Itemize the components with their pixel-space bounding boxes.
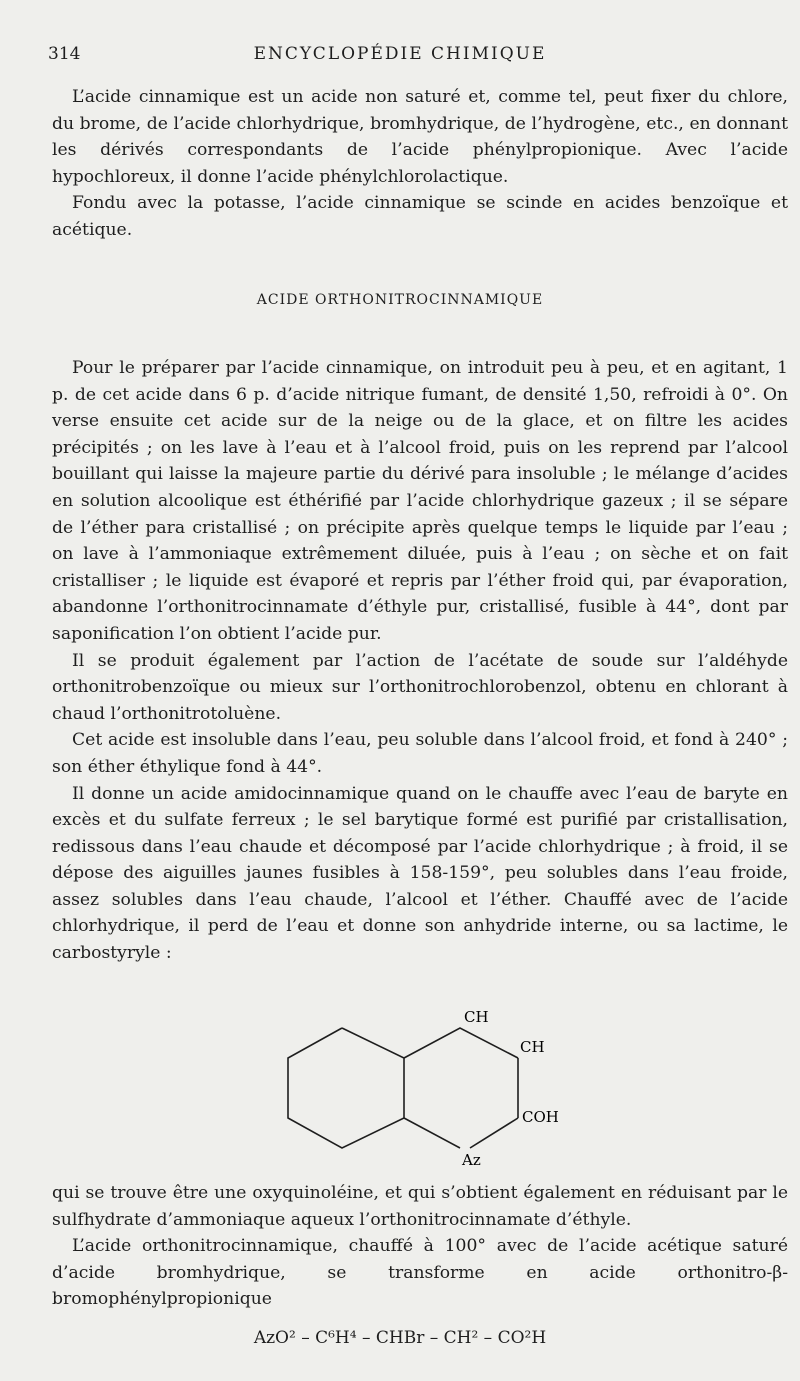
main-text [52,355,788,967]
ring-bond-top [404,1028,518,1058]
label-ch-right: CH [520,1038,545,1056]
running-title: ENCYCLOPÉDIE CHIMIQUE [253,44,547,64]
benzene-ring [288,1028,404,1148]
paragraph: Fondu avec la potasse, l’acide cinnamique se scinde en acides benzoïque et acétique. [52,193,788,240]
page-header [48,44,752,70]
label-az: Az [462,1151,481,1169]
page-number: 314 [48,44,81,64]
label-coh: COH [522,1108,559,1126]
ring-bond-az [470,1118,518,1148]
paragraph: Cet acide est insoluble dans l’eau, peu soluble dans l’alcool froid, et fond à 240° ; son éther éthylique fond à 44°. [52,730,788,777]
ring-bond-bottom [404,1118,460,1148]
intro-text [52,84,788,244]
paragraph: L’acide cinnamique est un acide non saturé et, comme tel, peut fixer du chlore, du brome, de l’acide chlorhydrique, bromhydrique, de l’hydrogène, etc., en donnant les dérivés correspondants de l’acide phénylpropionique. Avec l’acide hypochloreux, il donne l’acide phénylchlorolactique. [52,87,788,187]
carbostyryl-structure-diagram [280,1000,580,1170]
paragraph: qui se trouve être une oxyquinoléine, et qui s’obtient également en réduisant par le sulfhydrate d’ammoniaque aqueux l’orthonitrocinnamate d’éthyle. [52,1183,788,1230]
paragraph: Il donne un acide amidocinnamique quand on le chauffe avec l’eau de baryte en excès et du sulfate ferreux ; le sel barytique formé est purifié par cristallisation, redissous dans l’eau chaude et décomposé par l’acide chlorhydrique ; à froid, il se dépose des aiguilles jaunes fusibles à 158-159°, peu solubles dans l’eau froide, assez solubles dans l’eau chaude, l’alcool et l’éther. Chauffé avec de l’acide chlorhydrique, il perd de l’eau et donne son anhydride interne, ou sa lactime, le carbostyryle : [52,783,788,964]
closing-text [52,1180,788,1313]
paragraph: L’acide orthonitrocinnamique, chauffé à 100° avec de l’acide acétique saturé d’acide bromhydrique, se transforme en acide orthonitro-β-bromophénylpropionique [52,1236,788,1310]
chemical-formula: AzO² – C⁶H⁴ – CHBr – CH² – CO²H [253,1328,547,1348]
paragraph: Il se produit également par l’action de l’acétate de soude sur l’aldéhyde orthonitrobenzoïque ou mieux sur l’orthonitrochlorobenzol, obtenu en chlorant à chaud l’orthonitrotoluène. [52,650,788,724]
section-title: ACIDE ORTHONITROCINNAMIQUE [256,292,544,308]
label-ch-top: CH [464,1008,489,1026]
paragraph: Pour le préparer par l’acide cinnamique, on introduit peu à peu, et en agitant, 1 p. de cet acide dans 6 p. d’acide nitrique fumant, de densité 1,50, refroidi à 0°. On verse ensuite cet acide sur de la neige ou de la glace, et on filtre les acides précipités ; on les lave à l’eau et à l’alcool froid, puis on les reprend par l’alcool bouillant qui laisse la majeure partie du dérivé para insoluble ; le mélange d’acides en solution alcoolique est éthérifié par l’acide chlorhydrique gazeux ; il se sépare de l’éther para cristallisé ; on précipite après quelque temps le liquide par l’eau ; on lave à l’ammoniaque extrêmement diluée, puis à l’eau ; on sèche et on fait cristalliser ; le liquide est évaporé et repris par l’éther froid qui, par évaporation, abandonne l’orthonitrocinnamate d’éthyle pur, cristallisé, fusible à 44°, dont par saponification l’on obtient l’acide pur. [52,358,788,644]
